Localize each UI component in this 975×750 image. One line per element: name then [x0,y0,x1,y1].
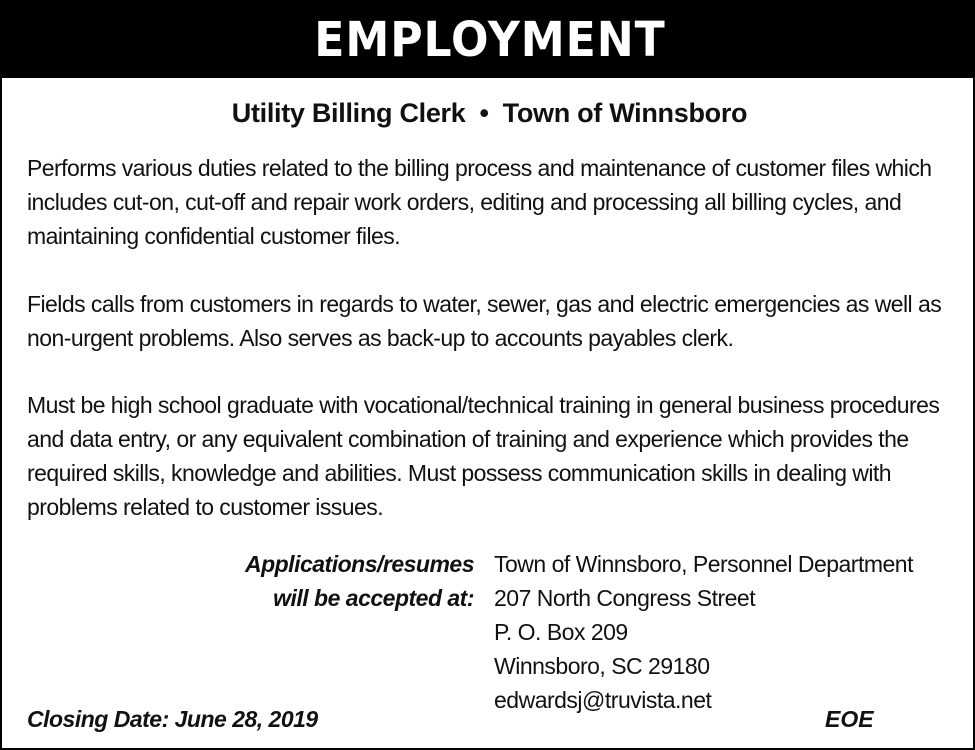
requirements-paragraph: Must be high school graduate with vocational/technical training in general business procedures and data entry, or any equivalent combination of training and experience which provides the required skills, knowledge and abilities. Must possess communication skills in dealing with problems related to customer issues. [27,392,940,520]
duties-paragraph: Performs various duties related to the billing process and maintenance of customer files which includes cut-on, cut-off and repair work orders, editing and processing all billing cycles, and maintaining confidential customer files. [27,155,932,249]
eoe-notice: EOE [825,706,874,732]
job-position: Utility Billing Clerk [231,98,466,128]
calls-paragraph: Fields calls from customers in regards to water, sewer, gas and electric emergencies as well as non-urgent problems. Also serves as back-up to accounts payables clerk. [27,291,942,351]
header-bar [2,2,975,78]
title-separator: • [479,98,489,128]
address-line-city: Winnsboro, SC 29180 [494,653,710,679]
application-address [494,547,913,717]
header-title: EMPLOYMENT [313,12,666,68]
contact-email[interactable]: edwardsj@truvista.net [494,687,712,713]
address-line-department: Town of Winnsboro, Personnel Department [494,551,913,577]
job-employer: Town of Winnsboro [502,98,748,128]
job-title [2,98,975,129]
application-label [2,547,474,615]
closing-date: Closing Date: June 28, 2019 [27,706,318,732]
address-line-street: 207 North Congress Street [494,585,756,611]
application-label-line1: Applications/resumes [244,551,474,577]
application-label-line2: will be accepted at: [273,585,474,611]
address-line-po-box: P. O. Box 209 [494,619,628,645]
